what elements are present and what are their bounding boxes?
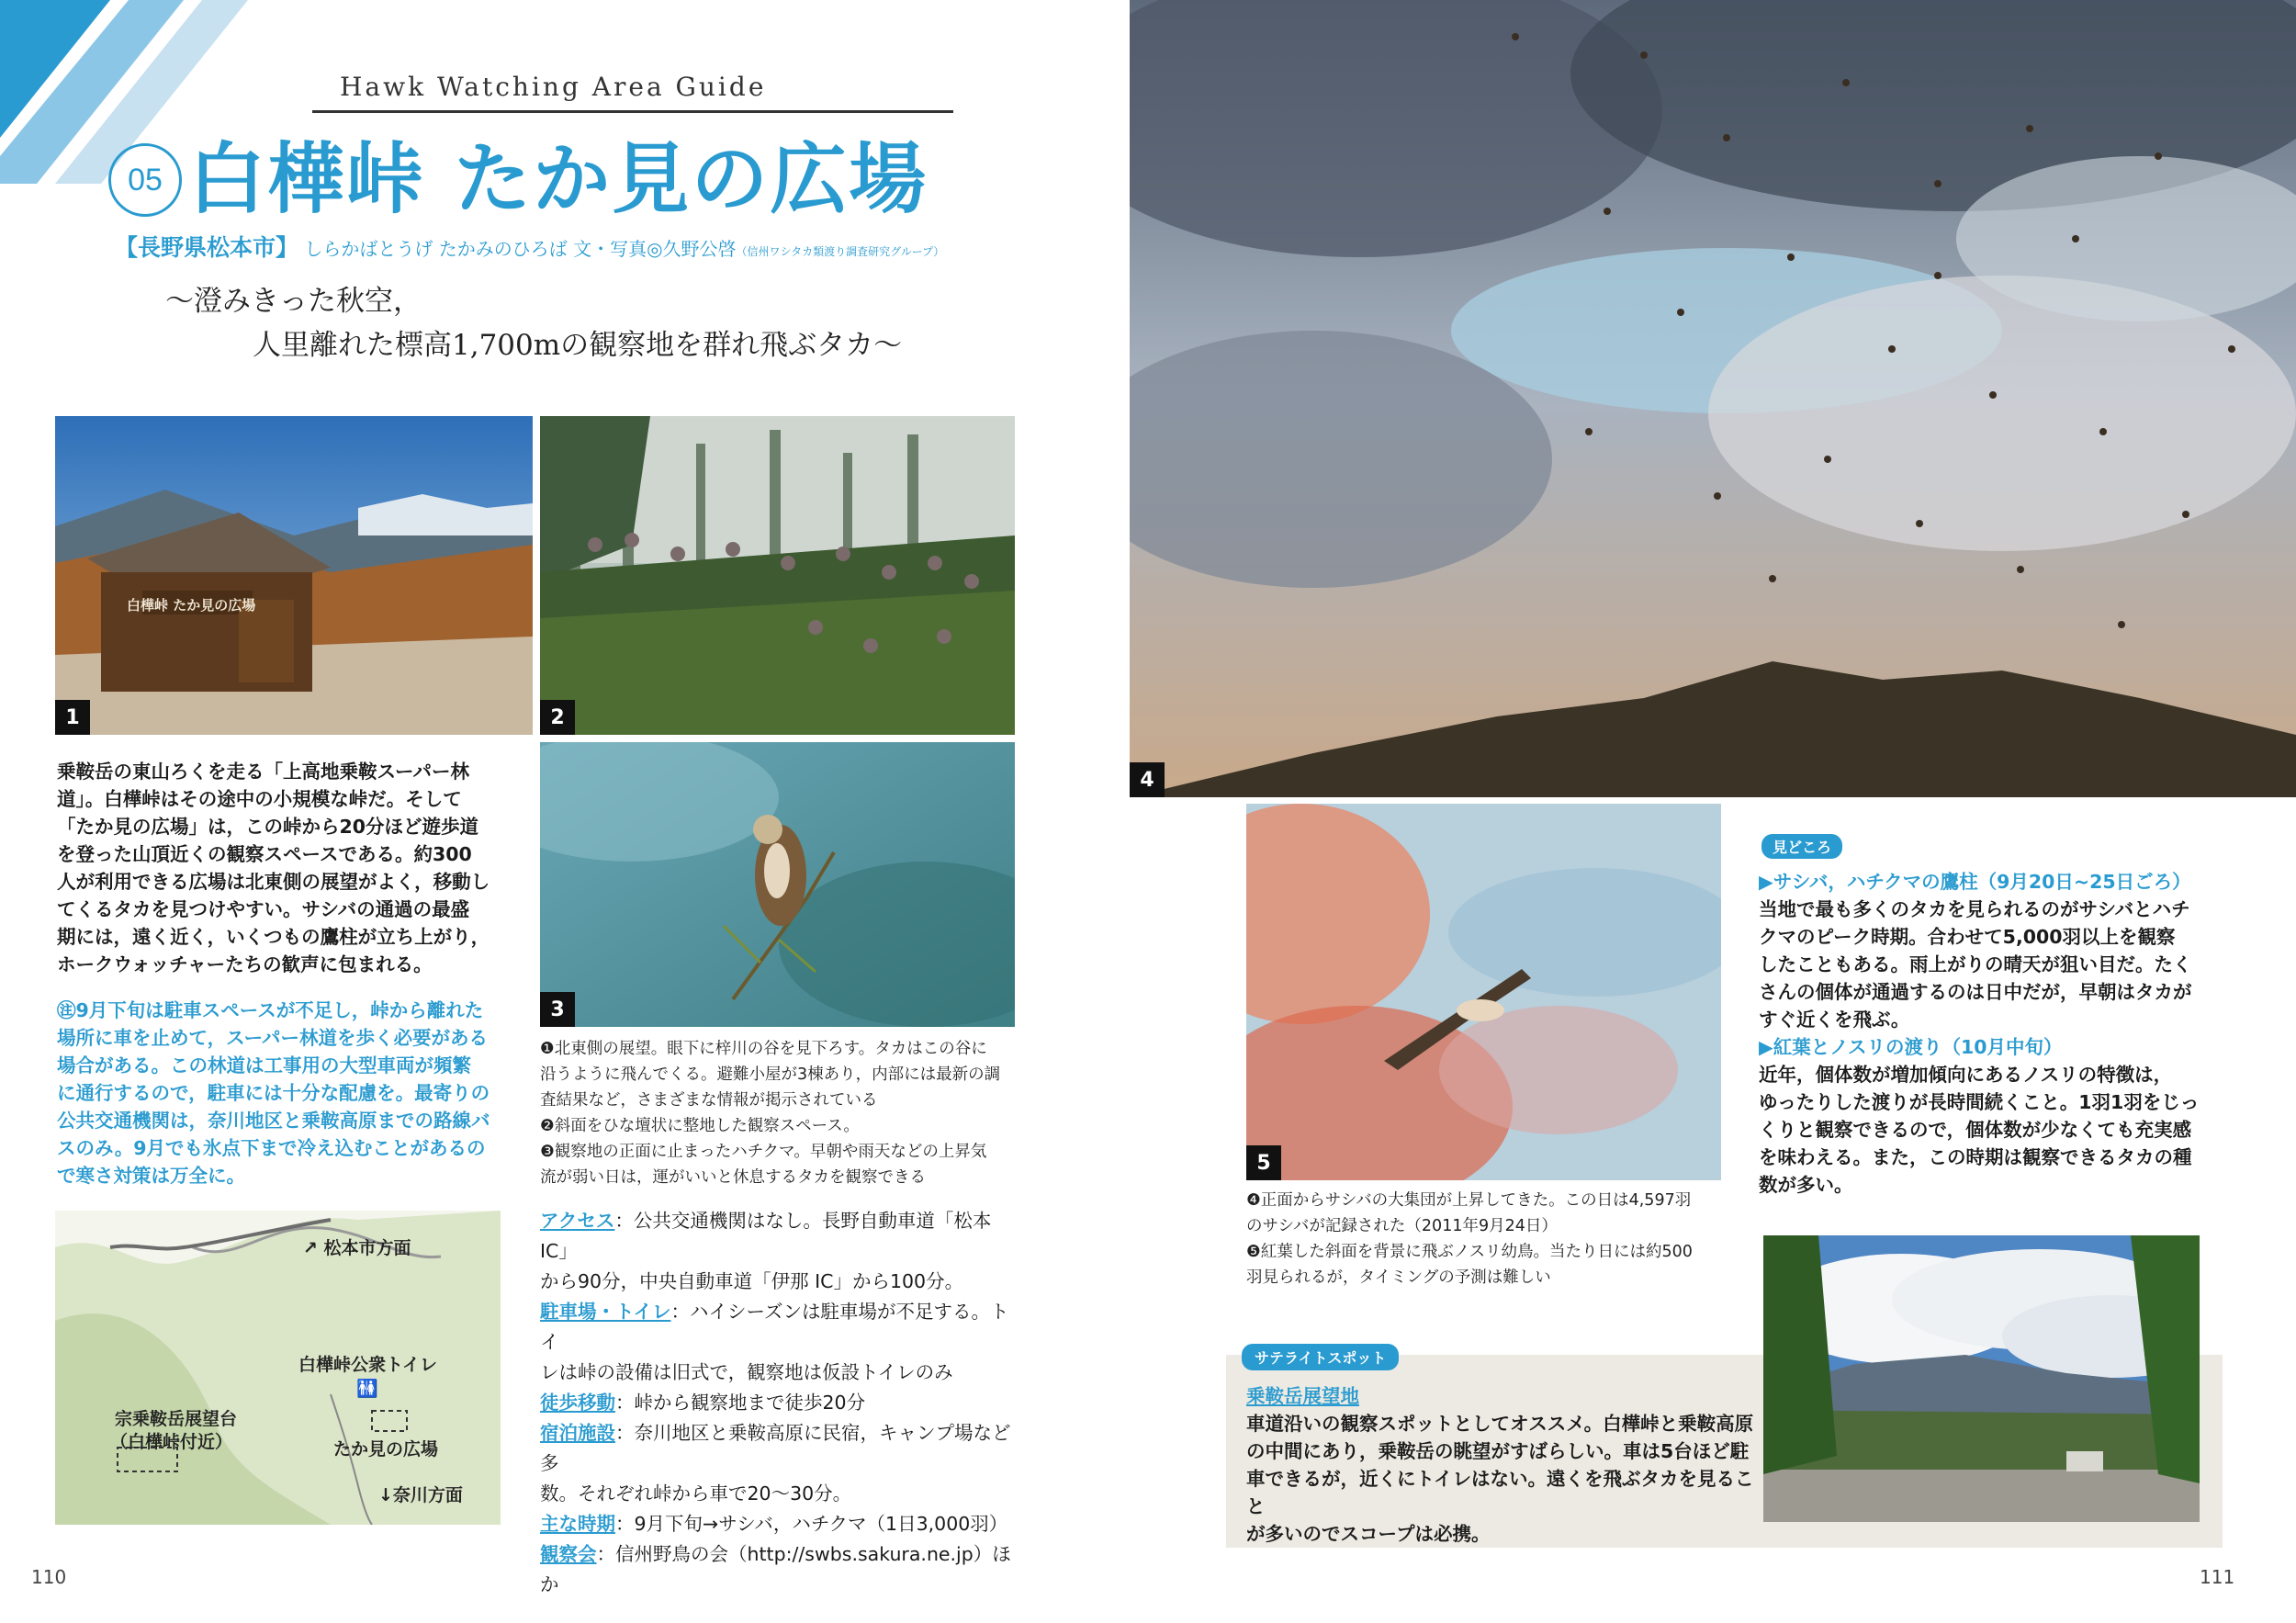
- map-label-observatory: 宗乗鞍岳展望台: [115, 1409, 238, 1429]
- caption-line: ❹正面からサシバの大集団が上昇してきた。この日は4,597羽: [1246, 1191, 1692, 1210]
- article-line: を登った山頂近くの観察スペースである。約300: [57, 843, 472, 865]
- note-line: スのみ。9月でも氷点下まで冷え込むことがあるの: [57, 1137, 486, 1159]
- caption-line: のサシバが記録された（2011年9月24日）: [1246, 1217, 1558, 1235]
- access-line: 数。それぞれ峠から車で20～30分。: [540, 1482, 852, 1505]
- catch-copy-line-1: ～澄みきった秋空，: [165, 285, 422, 318]
- satellite-line: が多いのでスコープは必携。: [1246, 1523, 1491, 1545]
- caption-line: 沿うように飛んでくる。避難小屋が3棟あり，内部には最新の調: [540, 1065, 1001, 1084]
- satellite-title: 乗鞍岳展望地: [1246, 1385, 1359, 1407]
- highlight-line: クマのピーク時期。合わせて5,000羽以上を観察: [1759, 926, 2176, 948]
- toilet-icon: 🚻: [356, 1379, 378, 1399]
- satellite-section: [1246, 1382, 1761, 1548]
- page-number-right: 111: [2200, 1566, 2235, 1588]
- access-line: 主な時期：9月下旬→サシバ，ハチクマ（1日3,000羽）: [540, 1513, 1008, 1535]
- access-label: アクセス: [540, 1210, 615, 1232]
- access-line: から90分，中央自動車道「伊那 IC」から100分。: [540, 1270, 964, 1292]
- map-label-toilet: 白樺峠公衆トイレ: [298, 1355, 438, 1375]
- main-article-text: [57, 758, 525, 978]
- page-number-left: 110: [31, 1566, 67, 1588]
- area-map: [55, 1211, 501, 1525]
- access-line: 徒歩移動：峠から観察地まで徒歩20分: [540, 1392, 866, 1414]
- highlight-line: を味わえる。また，この時期は観察できるタカの種: [1759, 1146, 2192, 1168]
- photo-number: 2: [540, 700, 575, 735]
- reading-credit: しらかばとうげ たかみのひろば 文・写真◎久野公啓: [298, 238, 737, 260]
- highlights-section: [1759, 868, 2241, 1199]
- highlight-line: すぐ近くを飛ぶ。: [1759, 1009, 1910, 1031]
- map-label-matsumoto: ↗ 松本市方面: [303, 1238, 411, 1258]
- season-label: 主な時期: [540, 1513, 615, 1535]
- caption-line: 査結果など，さまざまな情報が掲示されている: [540, 1091, 878, 1110]
- satellite-tag: サテライトスポット: [1242, 1344, 1399, 1370]
- access-line: か: [540, 1573, 559, 1595]
- satellite-line: の中間にあり，乗鞍岳の眺望がすばらしい。車は5台ほど駐: [1246, 1440, 1750, 1462]
- photo-6-norikura-view: [1763, 1235, 2200, 1522]
- map-label-observatory-sub: （白樺峠付近）: [110, 1432, 233, 1452]
- caption-line: ❺紅葉した斜面を背景に飛ぶノスリ幼鳥。当たり日には約500: [1246, 1243, 1693, 1261]
- highlights-tag: 見どころ: [1761, 834, 1842, 859]
- access-info: [540, 1206, 1022, 1600]
- photo-captions-1-3: [540, 1036, 1022, 1190]
- page-title: 白樺峠 たか見の広場: [188, 134, 929, 224]
- photo-number: 1: [55, 700, 90, 735]
- highlight-heading-1: ▶サシバ，ハチクマの鷹柱（9月20日~25日ごろ）: [1759, 871, 2191, 893]
- caption-line: ❷斜面をひな壇状に整地した観察スペース。: [540, 1117, 860, 1135]
- note-line: 場合がある。この林道は工事用の大型車両が頻繁: [57, 1054, 471, 1076]
- highlight-line: さんの個体が通過するのは日中だが，早朝はタカが: [1759, 981, 2192, 1003]
- note-line: に通行するので，駐車には十分な配慮を。最寄りの: [57, 1082, 490, 1104]
- hut-sign-text: 白樺峠 たか見の広場: [127, 597, 256, 614]
- area-number-badge: 05: [108, 143, 182, 217]
- access-line: アクセス：公共交通機関はなし。長野自動車道「松本 IC」: [540, 1210, 992, 1262]
- highlight-line: したこともある。雨上がりの晴天が狙い目だ。たく: [1759, 953, 2192, 975]
- highlight-line: 近年，個体数が増加傾向にあるノスリの特徴は，: [1759, 1064, 2173, 1086]
- photo-3-perched-hawk: [540, 742, 1015, 1027]
- note-line: で寒さ対策は万全に。: [57, 1165, 245, 1187]
- highlight-line: 当地で最も多くのタカを見られるのがサシバとハチ: [1759, 898, 2190, 920]
- photo-number: 4: [1130, 762, 1165, 797]
- caption-line: ❸観察地の正面に止まったハチクマ。早朝や雨天などの上昇気: [540, 1143, 987, 1161]
- walking-label: 徒歩移動: [540, 1392, 615, 1414]
- satellite-line: 車できるが，近くにトイレはない。遠くを飛ぶタカを見ること: [1246, 1468, 1754, 1517]
- access-line: 観察会：信州野鳥の会（http://swbs.sakura.ne.jp）ほ: [540, 1543, 1011, 1565]
- parking-label: 駐車場・トイレ: [540, 1301, 671, 1323]
- article-line: 人が利用できる広場は北東側の展望がよく，移動し: [57, 871, 490, 893]
- highlight-heading-2: ▶紅葉とノスリの渡り（10月中旬）: [1759, 1036, 2063, 1058]
- photo-1-hut: [55, 416, 533, 735]
- credit-affiliation: （信州ワシタカ類渡り調査研究グループ）: [736, 245, 945, 258]
- note-line: 場所に車を止めて，スーパー林道を歩く必要がある: [57, 1027, 489, 1049]
- access-line: 宿泊施設：奈川地区と乗鞍高原に民宿，キャンプ場など多: [540, 1422, 1011, 1474]
- article-line: てくるタカを見つけやすい。サシバの通過の最盛: [57, 898, 470, 920]
- highlight-line: 数が多い。: [1759, 1174, 1853, 1196]
- photo-4-kettle-sky: [1130, 0, 2296, 797]
- access-line: 駐車場・トイレ：ハイシーズンは駐車場が不足する。トイ: [540, 1301, 1009, 1353]
- article-line: ホークウォッチャーたちの歓声に包まれる。: [57, 953, 433, 975]
- map-label-hiroba: たか見の広場: [333, 1439, 439, 1460]
- guide-series-title: Hawk Watching Area Guide: [340, 72, 767, 102]
- satellite-line: 車道沿いの観察スポットとしてオススメ。白樺峠と乗鞍高原: [1246, 1413, 1754, 1435]
- caption-line: 羽見られるが，タイミングの予測は難しい: [1246, 1268, 1551, 1287]
- article-line: 道」。白樺峠はその途中の小規模な峠だ。そして: [57, 788, 462, 810]
- caption-line: 流が弱い日は，運がいいと休息するタカを観察できる: [540, 1168, 926, 1187]
- note-line: ㊟9月下旬は駐車スペースが不足し，峠から離れた: [57, 999, 484, 1021]
- location-credit-line: [115, 230, 944, 263]
- photo-5-buzzard-flight: [1246, 804, 1721, 1180]
- photo-number: 3: [540, 992, 575, 1027]
- photo-number: 5: [1246, 1145, 1281, 1180]
- map-label-nagawa: ↓奈川方面: [378, 1485, 463, 1505]
- photo-captions-4-5: [1246, 1188, 1742, 1291]
- highlight-line: ゆったりした渡りが長時間続くこと。1羽1羽をじっ: [1759, 1091, 2200, 1113]
- article-line: 期には，遠く近く，いくつもの鷹柱が立ち上がり，: [57, 926, 490, 948]
- photo-2-observers: [540, 416, 1015, 735]
- caption-line: ❶北東側の展望。眼下に梓川の谷を見下ろす。タカはこの谷に: [540, 1040, 987, 1058]
- lodging-label: 宿泊施設: [540, 1422, 615, 1444]
- event-label: 観察会: [540, 1543, 597, 1565]
- caution-note: [57, 997, 530, 1189]
- note-line: 公共交通機関は，奈川地区と乗鞍高原までの路線バ: [57, 1110, 490, 1132]
- article-line: 乗鞍岳の東山ろくを走る「上高地乗鞍スーパー林: [57, 761, 469, 783]
- catch-copy-line-2: 人里離れた標高1,700mの観察地を群れ飛ぶタカ～: [253, 329, 903, 362]
- article-line: 「たか見の広場」は，この峠から20分ほど遊歩道: [57, 816, 479, 838]
- location-label: 【長野県松本市】: [115, 234, 299, 261]
- guide-title-rule: [312, 110, 953, 113]
- access-line: レは峠の設備は旧式で，観察地は仮設トイレのみ: [540, 1361, 953, 1383]
- highlight-line: くりと観察できるので，個体数が少なくても充実感: [1759, 1119, 2192, 1141]
